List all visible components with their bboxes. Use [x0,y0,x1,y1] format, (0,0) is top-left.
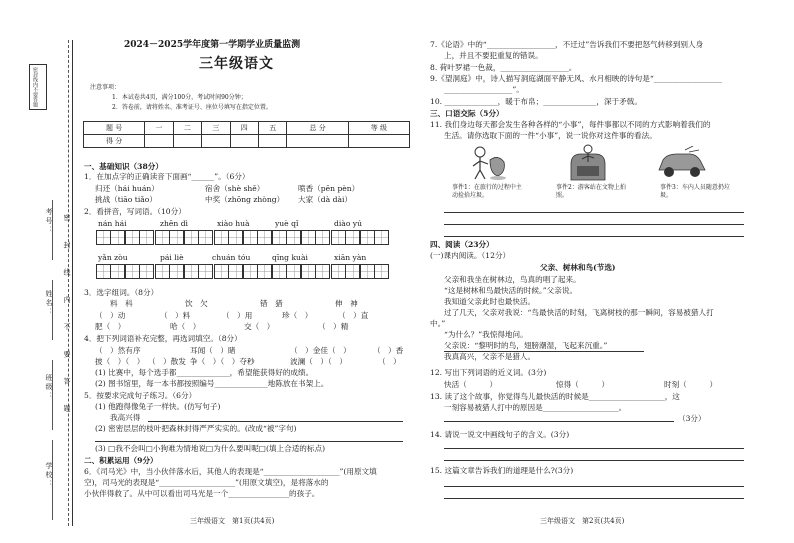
page-footer-right: 三年级语文 第2页(共4页) [540,517,625,525]
pinyin-label: qīng kuài [272,253,308,262]
score-table-header-row [84,122,410,135]
score-cell: 三 [202,122,230,135]
q12-item[interactable]: 快活（ ） [444,380,498,389]
event-2-illustration [565,142,611,182]
question-13[interactable]: 13. 读了这个故事，你觉得鸟儿最快活的时候是____________________，这 [430,392,680,401]
write-grid[interactable] [214,264,271,279]
score-cell: 等 级 [348,122,409,135]
q5-sub[interactable]: (3) □我不会叫□小狗难为情地说□为什么要叫呢□(填上合适的标点) [95,444,326,453]
question-15: 15. 这篇文章告诉我们的道理是什么?(3分) [430,466,574,475]
page-footer-left: 三年级语文 第1页(共4页) [190,517,275,525]
binding-fold-line [72,40,73,526]
subject-title: 三年级语文 [199,56,274,72]
q4-item[interactable]: 争（ ）（ ）夺秒 [190,357,255,366]
pinyin-label: xiān yàn [334,253,367,262]
score-input-cell[interactable] [202,135,230,148]
pinyin-label: xiào huà [217,219,250,228]
answer-line[interactable] [444,448,744,449]
score-input-cell[interactable] [287,135,348,148]
pinyin-label: chuán tóu [212,253,251,262]
passage-line: 父亲和我坐在树林边，鸟真的唱了起来。 [444,275,581,284]
notes-item: 1．本试卷共4页，满分100分，考试时间90分钟； [112,94,247,101]
field-line [52,440,53,520]
score-table-score-row [84,135,410,148]
write-grid[interactable] [155,230,212,245]
q12-item[interactable]: 时刻（ ） [664,380,718,389]
answer-line[interactable] [95,441,403,442]
field-xuexiao: 学校： [45,462,53,489]
event-1-caption: 事件1：在旅行的过程中主动捡拾垃圾。 [452,184,522,199]
q3-item[interactable]: （ ）直 [338,311,369,320]
question-7[interactable]: 7.《论语》中的“__________________，不迁过”告诉我们不要把怒气转移到别人身 [430,40,704,49]
q3-item[interactable]: 交（ ） [244,322,275,331]
score-cell: 题 号 [84,122,145,135]
event-3-illustration [655,146,707,180]
q4-item[interactable]: 波澜（ ）（ ） [290,357,347,366]
q3-head: 饮 欠 [185,299,208,308]
write-grid[interactable] [96,230,153,245]
write-grid[interactable] [272,264,329,279]
passage-line: 过了几天，父亲对我说：“鸟最快活的时刻，飞离树枝的那一瞬间，容易被猎人打 [444,308,714,317]
write-grid[interactable] [272,230,329,245]
q1-option: 宿舍（shè shě） [205,184,265,193]
q3-head: 料 科 [110,299,133,308]
q5-sub-answer: 我高兴得 [110,413,141,422]
answer-line[interactable] [444,460,744,461]
write-grid[interactable] [331,230,388,245]
q4-item[interactable]: （ ）香 [373,346,404,355]
exam-title: 2024－2025学年度第一学期学业质量监测 [124,40,301,50]
q3-item[interactable]: 肥（ ） [95,322,126,331]
q4-sentence[interactable]: (1) 比赛中，每个选手都______________，希望能获得好的成绩。 [95,368,314,377]
q4-item[interactable]: （ ）金佳（ ） [290,346,351,355]
answer-line[interactable] [444,212,744,213]
question-9-line2[interactable]: __________________”。 [444,85,524,94]
section-3-title: 三、口语交际（5分） [430,109,504,118]
question-13-line2[interactable]: 一刻容易被猎人打中的原因是____________________。 [444,403,627,412]
q4-item[interactable]: 披（ ）（ ） [95,357,145,366]
question-2: 2．看拼音，写词语。（10分） [84,207,186,216]
question-11: 11. 我们身边每天都会发生各种各样的“小事”，每件事都以不同的方式影响着我们的 [430,120,711,129]
q1-option: 喷香（pēn pèn） [298,184,360,193]
score-cell: 总 分 [287,122,348,135]
score-input-cell[interactable] [259,135,287,148]
question-1: 1．在加点字的正确读音下面画“______”。（6分） [84,172,250,181]
question-7-line2: 上，并且不要犯重复的错误。 [444,51,543,60]
pinyin-label: yuè qǐ [275,219,299,228]
reading-sub-1: (一)课内阅读。（12分） [430,251,511,260]
write-grid[interactable] [214,230,271,245]
answer-line[interactable] [148,421,403,422]
event-2-caption: 事件2：游客站在文物上拍照。 [556,184,626,199]
question-6-line3[interactable]: 小伙伴得救了。从中可以看出司马光是一个________________的孩子。 [84,489,320,498]
question-6[interactable]: 6．《司马光》中，当小伙伴落水后，其他人的表现是“____________________”(用原文填 [84,467,377,476]
q1-option: 大家（dà dài） [298,195,352,204]
question-10[interactable]: 10. ______________，暖于布帛；______________，深于矛戟。 [430,97,642,106]
question-14: 14. 请说一说文中画线句子的含义。(3分) [430,430,570,439]
q3-head: 错 猎 [260,299,283,308]
q3-item[interactable]: （ ）精 [318,322,349,331]
q3-item[interactable]: 珍（ ） [282,311,313,320]
score-cell: 四 [230,122,258,135]
q3-head: 伸 神 [335,299,358,308]
q12-item[interactable]: 惊得（ ） [556,380,610,389]
passage-title: 父亲、树林和鸟(节选) [540,263,616,272]
score-cell: 一 [145,122,173,135]
answer-line[interactable] [444,486,744,487]
question-5: 5．按要求完成句子练习。（6分） [84,391,197,400]
binding-rule-text: 密 封 线 内 不 要 答 题 [63,214,71,421]
passage-line: “为什么？”我惊得地问。 [444,330,528,339]
question-6-line2[interactable]: 空)，司马光的表现是“____________________”(用原文填空)，是将落水的 [84,478,329,487]
answer-line[interactable] [444,224,744,225]
field-line [52,200,53,260]
q4-item[interactable]: （ ） [378,357,401,366]
event-1-illustration [468,144,510,182]
q1-option: 挑战（tiāo tiǎo） [95,195,157,204]
q4-item[interactable]: （ ）然有序 [95,346,141,355]
section-4-title: 四、阅读（23分） [430,240,494,249]
q3-item[interactable]: （ ）动 [95,311,126,320]
score-input-cell[interactable] [145,135,173,148]
answer-line[interactable] [444,421,674,422]
field-xingming: 姓名： [45,290,53,317]
passage-line: 我知道父亲此时也最快活。 [444,297,536,306]
question-8[interactable]: 8. 荷叶罗裙一色裁，__________________。 [430,63,577,72]
q4-item[interactable]: （ ）散发 [148,357,186,366]
field-line [52,280,53,340]
seal-box-text: 密封线内不要答题 [32,67,38,107]
passage-line: 中。” [430,319,446,328]
score-input-cell[interactable] [173,135,201,148]
q5-sub: (2) 密密层层的枝叶把森林封得严严实实的。(改成“被”字句) [95,424,297,433]
question-12: 12. 写出下列词语的近义词。(3分) [430,368,547,377]
passage-line: 父亲说：“黎明时的鸟，翅膀潮湿，飞起来沉重。” [444,341,608,350]
score-input-cell[interactable] [230,135,258,148]
q1-option: 归还（hái huán） [95,184,159,193]
event-3-caption: 事件3：车内人员随意扔垃圾。 [660,184,730,199]
field-banji: 班级： [45,374,53,401]
question-4: 4．把下列词语补充完整，再选词填空。（8分） [84,334,242,343]
seal-box [29,64,47,110]
pinyin-label: diào yú [334,219,362,228]
question-3: 3．选字组词。（8分） [84,288,159,297]
q5-sub: (1) 他跑得像兔子一样快。(仿写句子) [95,402,221,411]
write-grid[interactable] [155,264,212,279]
pinyin-label: yǎn zòu [98,253,128,262]
answer-line[interactable] [444,498,744,499]
field-kaohao: 考号： [45,208,53,235]
pinyin-label: zhēn dì [160,219,188,228]
q3-item[interactable]: （ ）用 [222,311,253,320]
notes-item: 2．答卷前，请将姓名、准考证号、座位号填写在指定位置。 [112,104,272,111]
pinyin-label: pái liè [160,253,184,262]
q4-item[interactable]: 耳闻（ ）睹 [190,346,236,355]
write-grid[interactable] [96,264,153,279]
section-1-title: 一、基础知识（38分） [84,162,163,171]
q3-item[interactable]: 哈（ ） [170,322,201,331]
q3-item[interactable]: （ ）料 [160,311,191,320]
field-line [52,360,53,430]
score-input-cell[interactable] [348,135,409,148]
passage-line: “这是树林和鸟最快活的时候。”父亲说。 [444,286,578,295]
passage-line: 我真高兴，父亲不是猎人。 [444,352,536,361]
write-grid[interactable] [331,264,388,279]
score-table [83,121,410,148]
underlined-sentence [444,351,644,352]
q1-option: 中奖（zhōng zhòng） [205,195,285,204]
question-11-line2: 生活。请你选取下面的一件“小事”，说一说你对这件事的看法。 [444,131,657,140]
score-cell: 五 [259,122,287,135]
question-13-score: （3分） [678,414,706,423]
notes-title: 注意事项： [90,84,121,91]
question-9[interactable]: 9.《望洞庭》中，诗人描写洞庭湖面平静无风、水月相映的诗句是“__________________ [430,74,723,83]
answer-line[interactable] [444,236,744,237]
score-cell: 二 [173,122,201,135]
score-cell: 得 分 [84,135,145,148]
pinyin-label: nán hái [98,219,127,228]
q4-sentence[interactable]: (2) 图书馆里，每一本书都按照编号______________地陈放在书架上。 [95,379,329,388]
section-2-title: 二、积累运用（9分） [84,456,158,465]
